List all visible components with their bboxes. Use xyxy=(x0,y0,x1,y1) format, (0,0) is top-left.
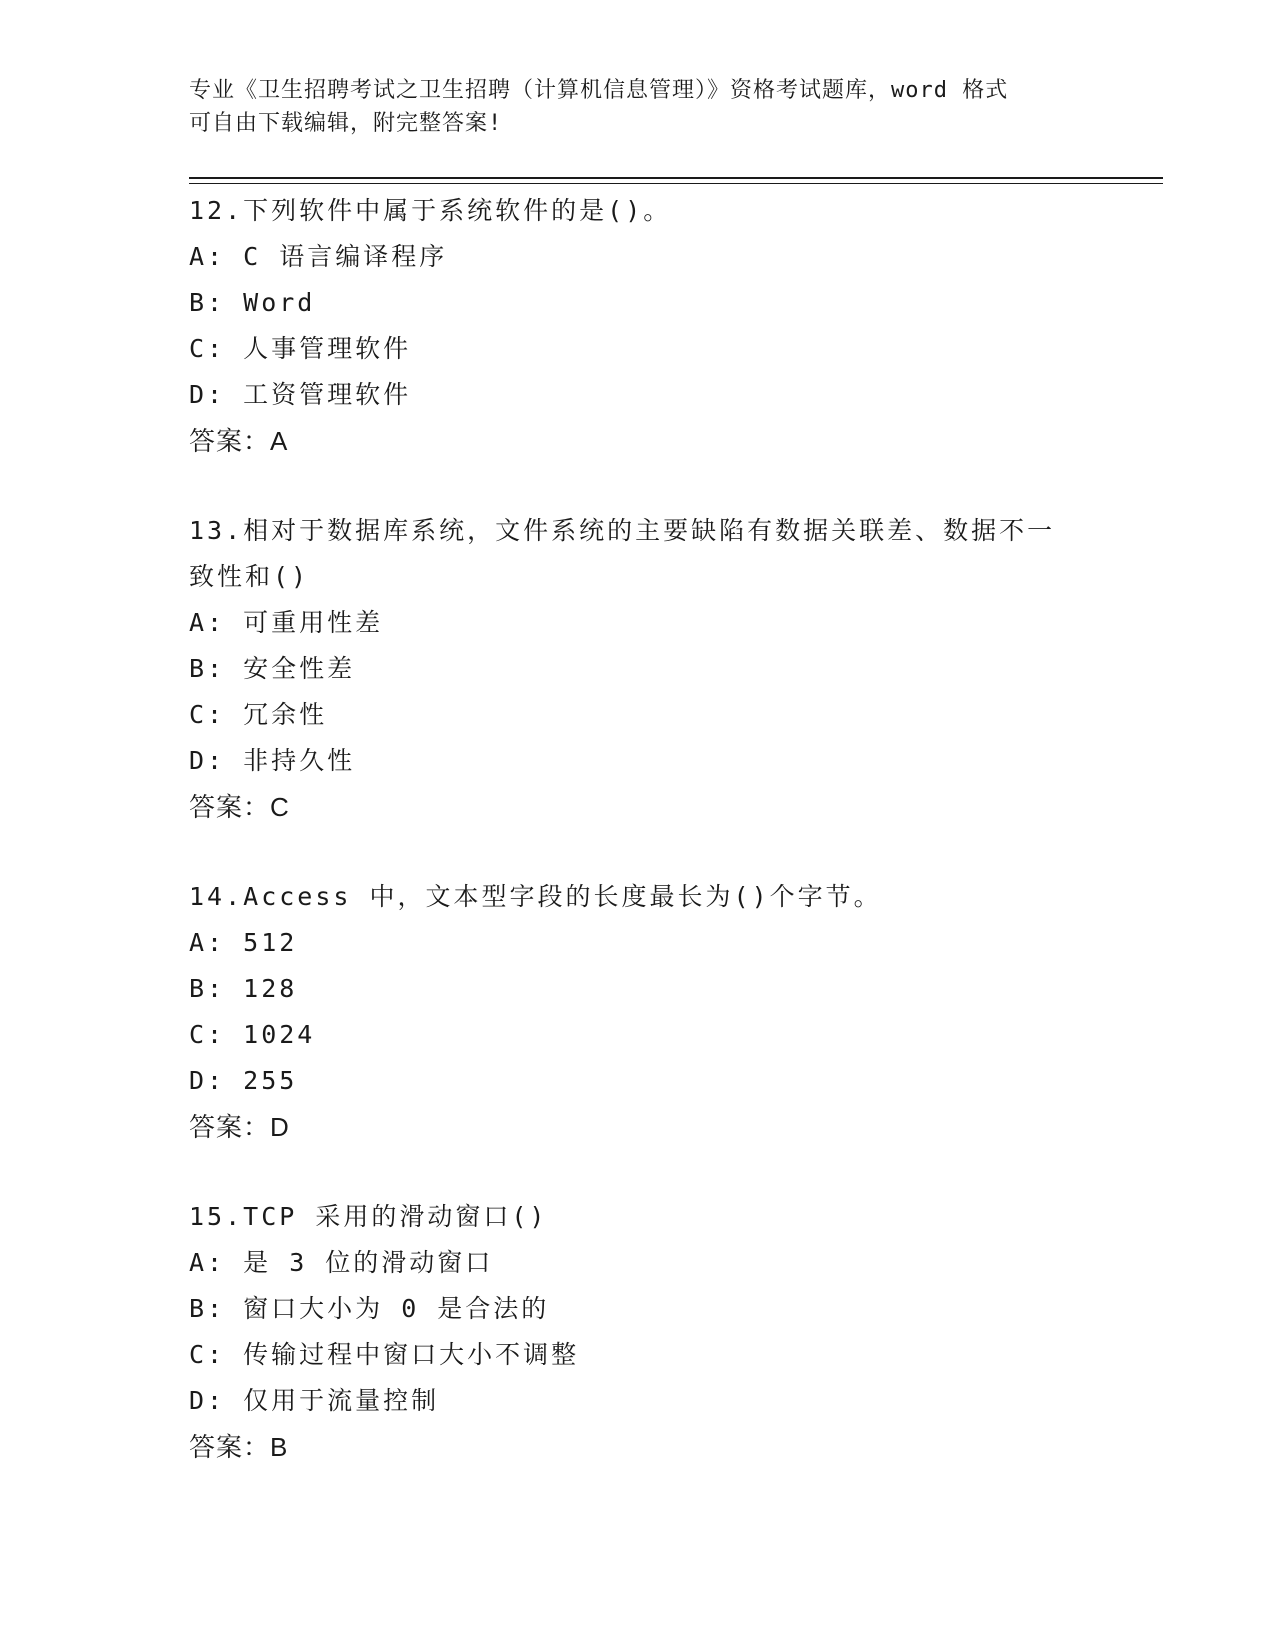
answer-label: 答案：C xyxy=(189,792,290,822)
answer-label: 答案：D xyxy=(189,1112,290,1142)
question-stem: 12.下列软件中属于系统软件的是()。 xyxy=(189,196,672,225)
header-divider-thick xyxy=(189,177,1163,179)
option-c: C: 冗余性 xyxy=(189,700,328,729)
header-title-line-1: 专业《卫生招聘考试之卫生招聘（计算机信息管理）》资格考试题库，word 格式 xyxy=(189,78,1009,103)
option-a: A: 可重用性差 xyxy=(189,608,384,637)
option-b: B: 窗口大小为 0 是合法的 xyxy=(189,1294,550,1323)
question-stem-continued: 致性和() xyxy=(189,562,310,591)
option-d: D: 工资管理软件 xyxy=(189,380,412,409)
header-divider-thin xyxy=(189,183,1163,184)
question-stem: 15.TCP 采用的滑动窗口() xyxy=(189,1202,548,1231)
answer-label: 答案：A xyxy=(189,426,289,456)
option-d: D: 仅用于流量控制 xyxy=(189,1386,440,1415)
question-list xyxy=(189,188,1089,1470)
option-a: A: 512 xyxy=(189,928,298,957)
question-stem: 14.Access 中，文本型字段的长度最长为()个字节。 xyxy=(189,882,882,911)
document-header xyxy=(189,74,1089,140)
option-b: B: 128 xyxy=(189,974,298,1003)
question-13 xyxy=(189,508,1089,830)
option-a: A: C 语言编译程序 xyxy=(189,242,448,271)
question-stem: 13.相对于数据库系统，文件系统的主要缺陷有数据关联差、数据不一 xyxy=(189,516,1056,545)
answer-label: 答案：B xyxy=(189,1432,289,1462)
question-14 xyxy=(189,874,1089,1150)
question-12 xyxy=(189,188,1089,464)
option-c: C: 1024 xyxy=(189,1020,316,1049)
option-a: A: 是 3 位的滑动窗口 xyxy=(189,1248,494,1277)
question-15 xyxy=(189,1194,1089,1470)
option-d: D: 255 xyxy=(189,1066,298,1095)
header-title-line-2: 可自由下载编辑，附完整答案! xyxy=(189,111,503,136)
option-d: D: 非持久性 xyxy=(189,746,356,775)
option-c: C: 人事管理软件 xyxy=(189,334,412,363)
option-c: C: 传输过程中窗口大小不调整 xyxy=(189,1340,580,1369)
option-b: B: 安全性差 xyxy=(189,654,356,683)
option-b: B: Word xyxy=(189,288,316,317)
